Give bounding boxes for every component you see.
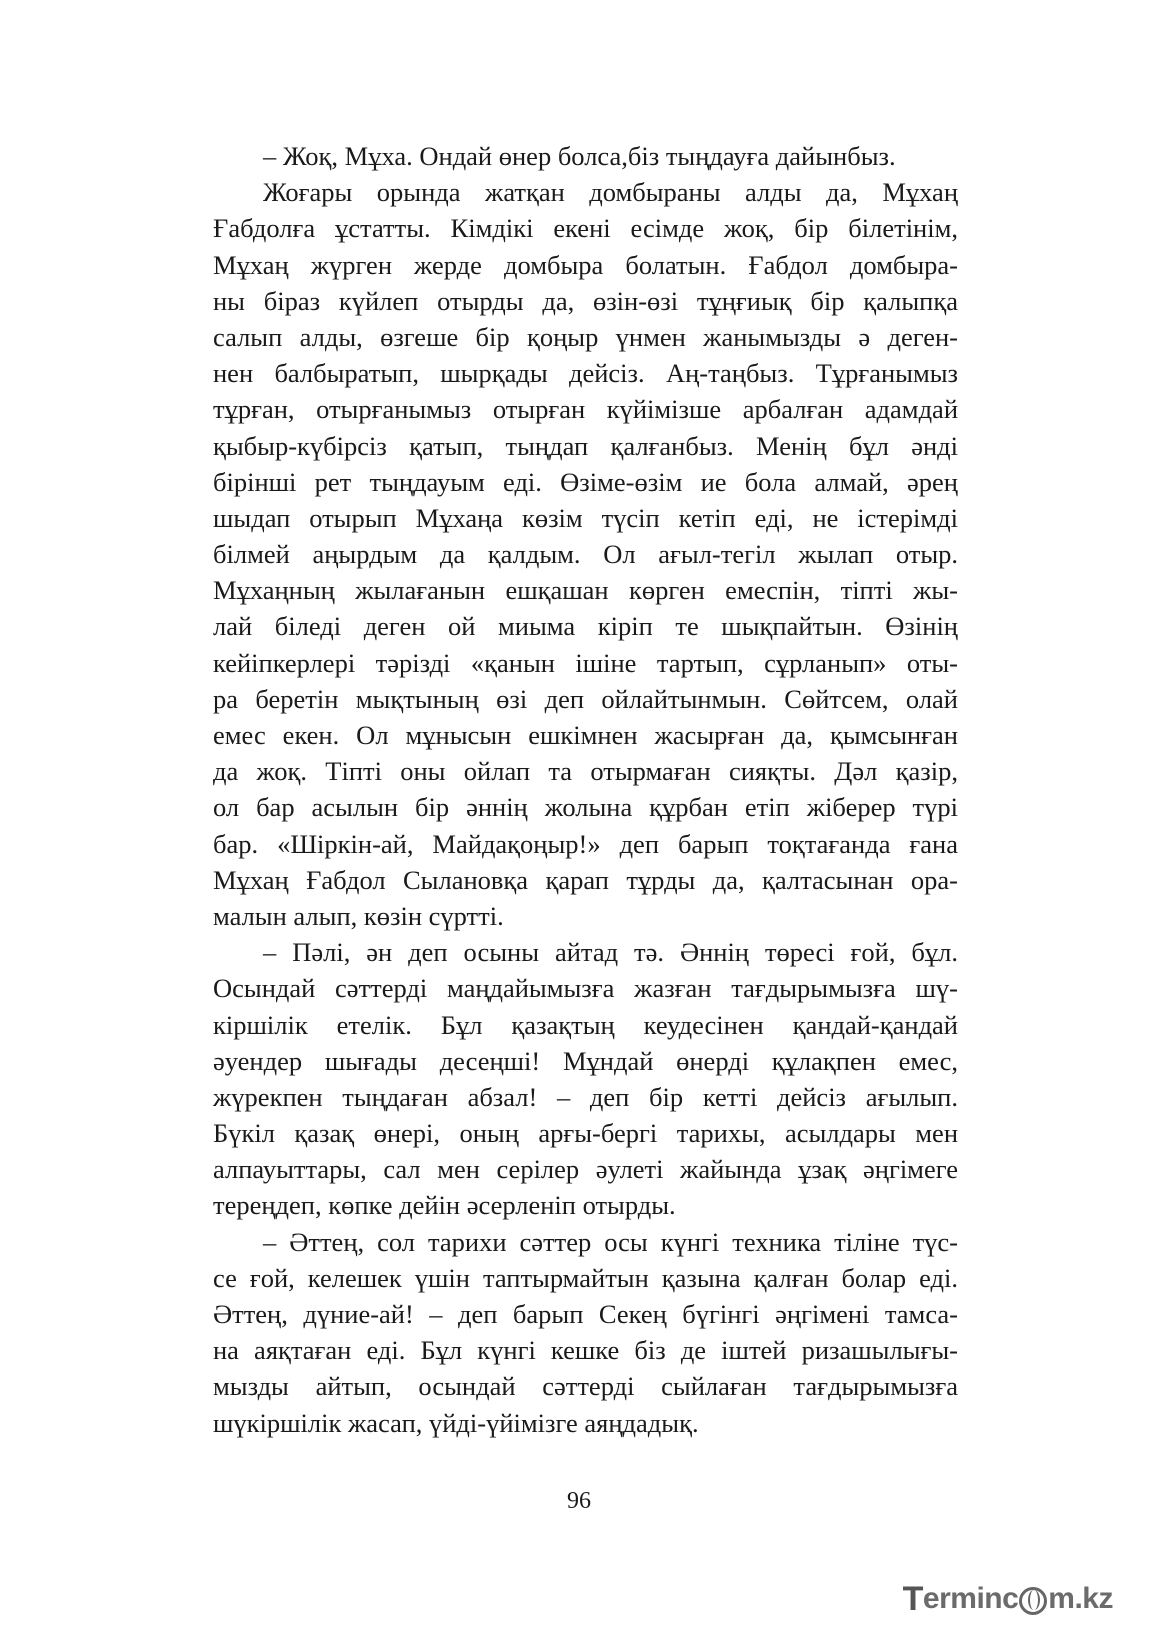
text-line: Жоғары орында жатқан домбыраны алды да, Мұхаң — [263, 177, 958, 208]
watermark-mid: erminc — [922, 1582, 1019, 1615]
text-line: қыбыр-күбірсіз қатып, тыңдап қалғанбыз. Менің бұл әнді — [213, 430, 958, 461]
text-line: шыдап отырып Мұхаңа көзім түсіп кетіп еді, не істерімді — [213, 502, 958, 533]
text-line: лай біледі деген ой миыма кіріп те шықпайтын. Өзінің — [213, 611, 958, 642]
page-number: 96 — [567, 1488, 591, 1514]
text-line: – Пәлі, ән деп осыны айтад тә. Әннің төресі ғой, бұл. — [263, 937, 958, 968]
watermark-suffix: m.kz — [1048, 1582, 1113, 1615]
text-line: малын алып, көзін сүртті. — [213, 900, 504, 931]
text-line: тереңдеп, көпке дейін әсерленіп отырды. — [213, 1190, 676, 1221]
text-line: білмей аңырдым да қалдым. Ол ағыл-тегіл жылап отыр. — [213, 539, 958, 570]
text-line: әуендер шығады десеңші! Мұндай өнерді құлақпен емес, — [213, 1045, 958, 1076]
text-line: алпауыттары, сал мен серілер әулеті жайында ұзақ әңгімеге — [213, 1154, 958, 1185]
body-text — [213, 138, 958, 1441]
text-line: да жоқ. Тіпті оны ойлап та отырмаған сияқты. Дәл қазір, — [213, 756, 958, 787]
text-line: салып алды, өзгеше бір қоңыр үнмен жанымызды ә деген- — [213, 321, 958, 352]
text-line: Осындай сәттерді маңдайымызға жазған тағдырымызға шү- — [213, 973, 958, 1004]
text-line: емес екен. Ол мұнысын ешкімнен жасырған да, қымсынған — [213, 720, 958, 750]
globe-icon — [1019, 1587, 1047, 1615]
text-line: нен балбыратып, шырқады дейсіз. Аң-таңбыз. Тұрғанымыз — [213, 358, 958, 389]
text-line: ра беретін мықтының өзі деп ойлайтынмын. Сөйтсем, олай — [213, 683, 958, 714]
text-line: ны біраз күйлеп отырды да, өзін-өзі тұңғиық бір қалыпқа — [213, 285, 958, 316]
text-line: Әттең, дүние-ай! – деп барып Секең бүгінгі әңгімені тамса- — [213, 1299, 958, 1329]
text-line: бар. «Шіркін-ай, Майдақоңыр!» деп барып тоқтағанда ғана — [213, 828, 958, 859]
watermark-logo — [903, 1581, 1113, 1617]
watermark-prefix: T — [902, 1579, 923, 1618]
text-line: бірінші рет тыңдауым еді. Өзіме-өзім ие бола алмай, әрең — [213, 466, 958, 497]
text-line: жүрекпен тыңдаған абзал! – деп бір кетті дейсіз ағылып. — [213, 1081, 958, 1112]
text-line: ол бар асылын бір әннің жолына құрбан етіп жіберер түрі — [213, 792, 958, 823]
text-line: Мұхаң жүрген жерде домбыра болатын. Ғабдол домбыра- — [213, 249, 958, 280]
text-line: тұрған, отырғанымыз отырған күйімізше арбалған адамдай — [213, 394, 958, 425]
text-line: кейіпкерлері тәрізді «қанын ішіне тартып, сұрланып» оты- — [213, 647, 958, 678]
text-line: на аяқтаған еді. Бұл күнгі кешке біз де іштей ризашылығы- — [213, 1335, 958, 1366]
text-line: Бүкіл қазақ өнері, оның арғы-бергі тарихы, асылдары мен — [213, 1118, 958, 1149]
text-line: – Жоқ, Мұха. Ондай өнер болса,біз тыңдауға дайынбыз. — [263, 141, 896, 171]
text-line: шүкіршілік жасап, үйді-үйімізге аяңдадық. — [213, 1407, 699, 1438]
text-line: Мұхаңның жылағанын ешқашан көрген емеспін, тіпті жы- — [213, 575, 958, 606]
text-line: – Әттең, сол тарихи сәттер осы күнгі техника тіліне түс- — [263, 1226, 958, 1257]
text-line: Ғабдолға ұстатты. Кімдікі екені есімде жоқ, бір білетінім, — [213, 213, 958, 244]
text-line: Мұхаң Ғабдол Сылановқа қарап тұрды да, қалтасынан ора- — [213, 864, 958, 895]
text-line: се ғой, келешек үшін таптырмайтын қазына қалған болар еді. — [213, 1262, 958, 1293]
text-line: кіршілік етелік. Бұл қазақтың кеудесінен қандай-қандай — [213, 1009, 958, 1040]
text-line: мызды айтып, осындай сәттерді сыйлаған тағдырымызға — [213, 1371, 958, 1402]
